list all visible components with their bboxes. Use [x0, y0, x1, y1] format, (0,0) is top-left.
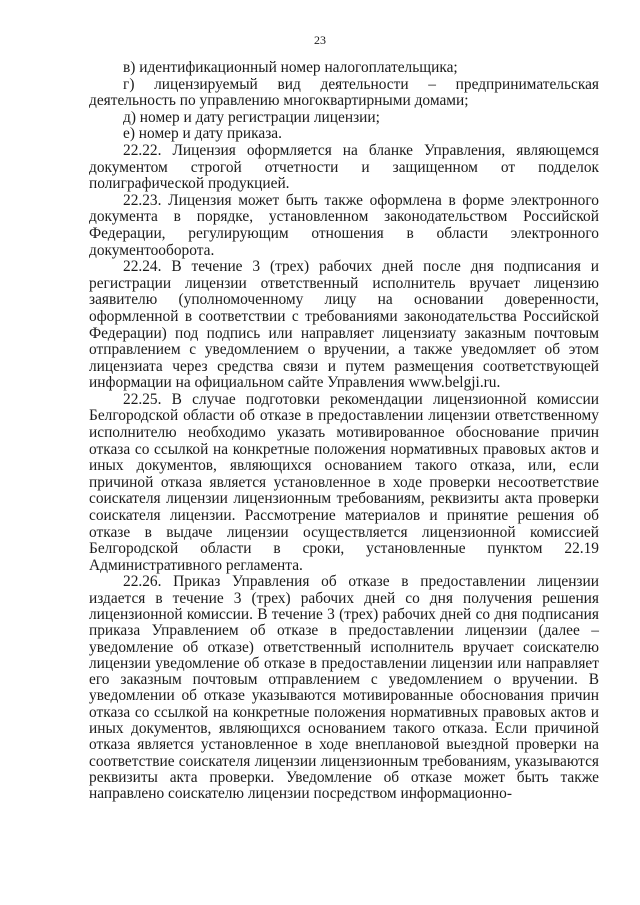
paragraph-item-d: д) номер и дату регистрации лицензии;	[123, 108, 380, 126]
page-number: 23	[314, 33, 326, 47]
paragraph-22-25: 22.25. В случае подготовки рекомендации лицензионной комиссии Белгородской области об отказе в предоставлении лицензии ответственному исполнителю необходимо указать мотивированное обоснование причин отказа со ссылкой на конкретные положения нормативных правовых актов и иных документов, являющихся основанием такого отказа, или, если причиной отказа является установленное в ходе проверки несоответствие соискателя лицензии лицензионным требованиям, реквизиты акта проверки соискателя лицензии. Рассмотрение материалов и принятие решения об отказе в выдаче лицензии осуществляется лицензионной комиссией Белгородской области в сроки, установленные пунктом 22.19 Административного регламента.	[89, 390, 599, 574]
paragraph-item-e: е) номер и дату приказа.	[123, 125, 282, 143]
paragraph-item-v: в) идентификационный номер налогоплательщика;	[123, 59, 458, 76]
paragraph-22-22: 22.22. Лицензия оформляется на бланке Управления, являющемся документом строгой отчетности и защищенном от подделок полиграфической продукцией.	[89, 141, 599, 193]
paragraph-22-23: 22.23. Лицензия может быть также оформлена в форме электронного документа в порядке, установленном законодательством Российской Федерации, регулирующим отношения в области электронного документооборота.	[89, 191, 599, 259]
paragraph-22-24: 22.24. В течение 3 (трех) рабочих дней после дня подписания и регистрации лицензии ответственный исполнитель вручает лицензию заявителю (уполномоченному лицу на основании доверенности, оформленной в соответствии с требованиями законодательства Российской Федерации) под подпись или направляет лицензиату заказным почтовым отправлением с уведомлением о вручении, а также уведомляет об этом лицензиата через средства связи и путем размещения соответствующей информации на официальном сайте Управления www.belgji.ru.	[89, 258, 599, 392]
document-body	[89, 60, 599, 803]
paragraph-22-26: 22.26. Приказ Управления об отказе в предоставлении лицензии издается в течение 3 (трех) рабочих дней со дня получения решения лицензионной комиссии. В течение 3 (трех) рабочих дней со дня подписания приказа Управлением об отказе в предоставлении лицензии (далее – уведомление об отказе) ответственный исполнитель вручает соискателю лицензии уведомление об отказе в предоставлении лицензии или направляет его заказным почтовым отправлением с уведомлением о вручении. В уведомлении об отказе указываются мотивированные обоснования причин отказа со ссылкой на конкретные положения нормативных правовых актов и иных документов, являющихся основанием такого отказа. Если причиной отказа является установленное в ходе внеплановой выездной проверки на соответствие соискателя лицензии лицензионным требованиям, указываются реквизиты акта проверки. Уведомление об отказе может быть также направлено соискателю лицензии посредством информационно-	[89, 573, 599, 803]
paragraph-item-g: г) лицензируемый вид деятельности – предпринимательская деятельность по управлению многоквартирными домами;	[89, 75, 599, 110]
